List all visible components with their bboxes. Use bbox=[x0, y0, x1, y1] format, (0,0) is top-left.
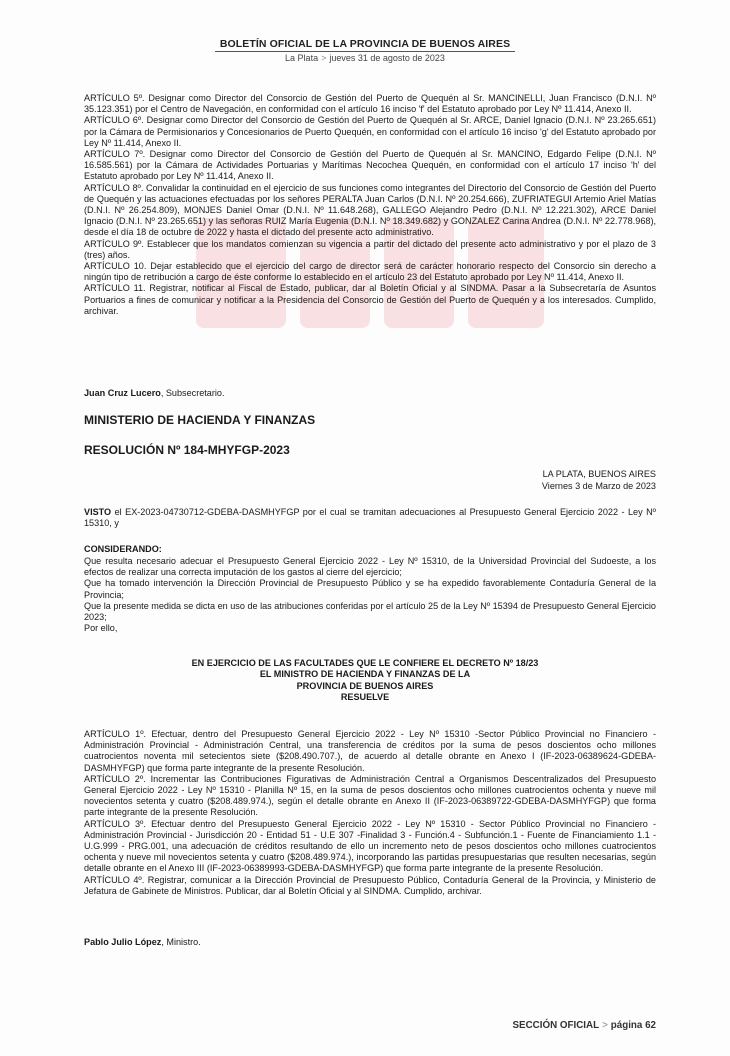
article-7: ARTÍCULO 7º. Designar como Director del Consorcio de Gestión del Puerto de Quequén al Sr. MANCINO, Edgardo Felipe (D.N.I. Nº 16.585.561) por la Cámara de Actividades Portuarias y Marítimas Necochea Quequén, en conformidad con el artículo 17 inciso 'h' del Estatuto aprobado por Ley Nº 11.414, Anexo II. bbox=[84, 149, 656, 182]
article-10: ARTÍCULO 10. Dejar establecido que el ejercicio del cargo de director será de carácter honorario respecto del Consorcio sin derecho a ningún tipo de retribución a cargo de éste conforme lo establecido en el artículo 23 del Estatuto aprobado por Ley Nº 11.414, Anexo II. bbox=[84, 261, 656, 283]
page-footer bbox=[513, 1020, 656, 1031]
considerando-body bbox=[84, 556, 656, 634]
page-number: página 62 bbox=[610, 1020, 656, 1031]
considerando-title: CONSIDERANDO: bbox=[84, 544, 162, 554]
considerando-line: Que resulta necesario adecuar el Presupuesto General Ejercicio 2022 - Ley Nº 15310, de la Universidad Provincial del Sudoeste, a los efectos de realizar una correcta imputación de los gastos al cierre del ejercicio; bbox=[84, 556, 656, 578]
signature-minister bbox=[84, 937, 201, 947]
considerando-line: Por ello, bbox=[84, 623, 118, 634]
article-11: ARTÍCULO 11. Registrar, notificar al Fiscal de Estado, publicar, dar al Boletín Oficial y al SINDMA. Pasar a la Subsecretaría de Asuntos Portuarios a fines de comunicar y notificar a la Presidencia del Consorcio de Gestión del Puerto de Quequén y a los interesados. Cumplido, archivar. bbox=[84, 283, 656, 316]
article-3: ARTÍCULO 3º. Efectuar dentro del Presupuesto General Ejercicio 2022 - Ley Nº 15310 - Sector Público Provincial no Financiero - Administración Provincial - Jurisdicción 20 - Entidad 51 - U.E 307 -Finalidad 3 - Función.4 - Subfunción.1 - Fuente de Financiamiento 1.1 - U.G.999 - PRG.001, una adecuación de créditos resultando de ello un incremento neto de pesos doscientos ocho millones cuatrocientos ochenta y nueve mil novecientos setenta y cuatro ($208.489.974.), incorporando las partidas presupuestarias que resulten necesarias, según detalle obrante en el Anexo III (IF-2023-06389993-GDEBA-DASMHYFGP) que forma parte integrante de la presente Resolución. bbox=[84, 818, 656, 874]
place-day: Viernes 3 de Marzo de 2023 bbox=[541, 480, 656, 491]
signature-subsecretary bbox=[84, 388, 225, 398]
header-separator: > bbox=[321, 53, 327, 63]
article-1: ARTÍCULO 1º. Efectuar, dentro del Presupuesto General Ejercicio 2022 - Ley Nº 15310 -Sector Público Provincial no Financiero - Administración Provincial - Administración Central, una transferencia de créditos por la suma de pesos doscientos ocho millones cuatrocientos noventa mil setecientos siete ($208.490.707.), de acuerdo al detalle obrante en Anexo I (IF-2023-06389624-GDEBA-DASMHYFGP) que forma parte integrante de la presente Resolución. bbox=[84, 729, 656, 773]
visto-label: VISTO bbox=[84, 507, 112, 517]
header-date-line bbox=[0, 53, 730, 63]
header-rule bbox=[215, 51, 515, 52]
signer-name: Pablo Julio López bbox=[84, 937, 162, 947]
article-6: ARTÍCULO 6º. Designar como Director del Consorcio de Gestión del Puerto de Quequén al Sr. ARCE, Daniel Ignacio (D.N.I. Nº 23.265.651) por la Cámara de Permisionarios y Concesionarios de Puerto Quequén, en conformidad con el artículo 16 inciso 'g' del Estatuto aprobado por Ley Nº 11.414, Anexo II. bbox=[84, 115, 656, 148]
footer-section: SECCIÓN OFICIAL bbox=[512, 1020, 600, 1031]
header-date: jueves 31 de agosto de 2023 bbox=[329, 53, 445, 63]
visto-text: el EX-2023-04730712-GDEBA-DASMHYFGP por el cual se tramitan adecuaciones al Presupuesto General Ejercicio 2022 - Ley Nº 15310, y bbox=[84, 507, 656, 529]
article-5: ARTÍCULO 5º. Designar como Director del Consorcio de Gestión del Puerto de Quequén al Sr. MANCINELLI, Juan Francisco (D.N.I. Nº 35.123.351) por el Centro de Navegación, en conformidad con el artículo 16 inciso 'f' del Estatuto aprobado por Ley Nº 11.414, Anexo II. bbox=[84, 93, 656, 115]
page-header bbox=[0, 38, 730, 63]
article-8: ARTÍCULO 8º. Convalidar la continuidad en el ejercicio de sus funciones como integrantes del Directorio del Consorcio de Gestión del Puerto de Quequén y las actuaciones efectuadas por los señores PERALTA Juan Carlos (D.N.I. Nº 20.254.666), ZUFRIATEGUI Artemio Ariel Matías (D.N.I. Nº 26.254.809), MONJES Daniel Omar (D.N.I. Nº 11.648.268), GALLEGO Alejandro Pedro (D.N.I. Nº 12.221.302), ARCE Daniel Ignacio (D.N.I. Nº 23.265.651) y las señoras RUIZ María Eugenia (D.N.I. Nº 18.349.682) y GONZALEZ Carina Andrea (D.N.I. Nº 22.778.968), desde el día 18 de octubre de 2022 y hasta el dictado del presente acto administrativo. bbox=[84, 182, 656, 238]
resuelve-line: PROVINCIA DE BUENOS AIRES bbox=[296, 680, 434, 691]
resuelve-line: EN EJERCICIO DE LAS FACULTADES QUE LE CONFIERE EL DECRETO Nº 18/23 bbox=[191, 658, 539, 668]
signer-name: Juan Cruz Lucero bbox=[84, 388, 161, 398]
article-4: ARTÍCULO 4º. Registrar, comunicar a la Dirección Provincial de Presupuesto Público, Contaduría General de la Provincia, y Ministerio de Jefatura de Gabinete de Ministros. Publicar, dar al Boletín Oficial y al SINDMA. Cumplido, archivar. bbox=[84, 874, 656, 896]
header-city: La Plata bbox=[285, 53, 319, 63]
ministry-heading: MINISTERIO DE HACIENDA Y FINANZAS bbox=[84, 413, 316, 427]
resuelve-line: EL MINISTRO DE HACIENDA Y FINANZAS DE LA bbox=[259, 669, 471, 680]
bulletin-title: BOLETÍN OFICIAL DE LA PROVINCIA DE BUENOS AIRES bbox=[219, 38, 511, 50]
place-city: LA PLATA, BUENOS AIRES bbox=[542, 469, 656, 479]
articles-bottom bbox=[84, 729, 656, 897]
articles-top bbox=[84, 93, 656, 317]
article-2: ARTÍCULO 2º. Incrementar las Contribuciones Figurativas de Administración Central a Organismos Descentralizados del Presupuesto General Ejercicio 2022 - Ley Nº 15310 - Planilla Nº 15, en la suma de pesos doscientos ocho millones cuatrocientos ochenta y nueve mil novecientos setenta y cuatro ($208.489.974.), según el detalle obrante en Anexo II (IF-2023-06389722-GDEBA-DASMHYFGP) que forma parte integrante de la presente Resolución. bbox=[84, 773, 656, 818]
article-9: ARTÍCULO 9º. Establecer que los mandatos comienzan su vigencia a partir del dictado del presente acto administrativo y por el plazo de 3 (tres) años. bbox=[84, 238, 656, 260]
considerando-line: Que la presente medida se dicta en uso de las atribuciones conferidas por el artículo 25 de la Ley Nº 15394 de Presupuesto General Ejercicio 2023; bbox=[84, 600, 656, 623]
signer-role: , Ministro. bbox=[161, 937, 201, 947]
place-date bbox=[542, 469, 656, 492]
resuelve-line: RESUELVE bbox=[340, 691, 390, 702]
visto-paragraph bbox=[84, 507, 656, 529]
resuelve-block bbox=[0, 658, 730, 703]
footer-separator: > bbox=[602, 1020, 608, 1031]
considerando-line: Que ha tomado intervención la Dirección Provincial de Presupuesto Público y se ha expedido favorablemente Contaduría General de la Provincia; bbox=[84, 578, 656, 600]
signer-role: , Subsecretario. bbox=[160, 388, 225, 398]
resolution-heading: RESOLUCIÓN Nº 184-MHYFGP-2023 bbox=[84, 443, 290, 457]
